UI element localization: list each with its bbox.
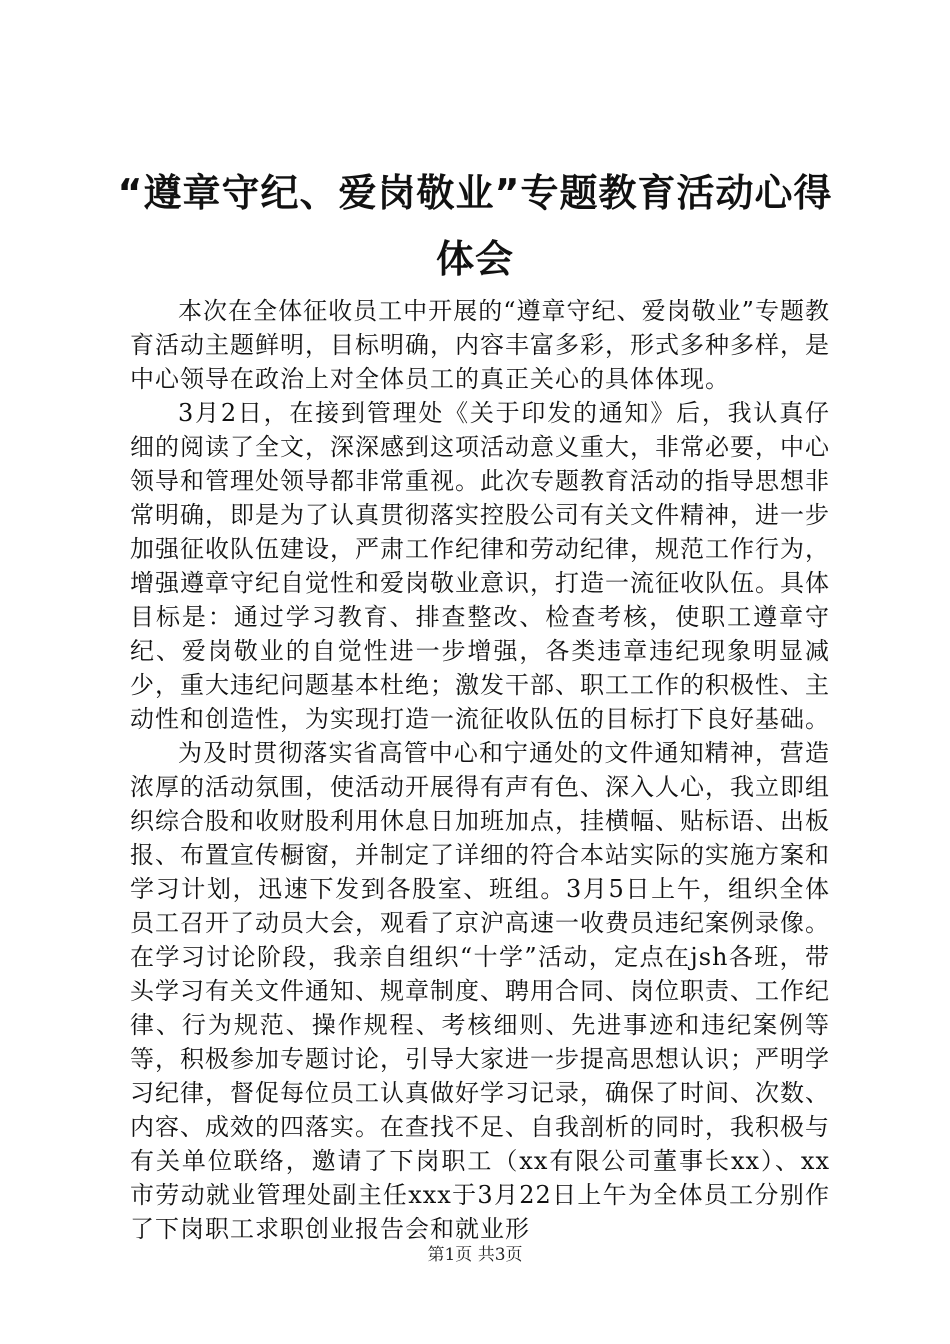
- page-footer: 第1页 共3页: [427, 1245, 523, 1265]
- paragraph: 为及时贯彻落实省高管中心和宁通处的文件通知精神，营造浓厚的活动氛围，使活动开展得有声有色、深入人心，我立即组织综合股和收财股利用休息日加班加点，挂横幅、贴标语、出板报、布置宣传橱窗，并制定了详细的符合本站实际的实施方案和学习计划，迅速下发到各股室、班组。3月5日上午，组织全体员工召开了动员大会，观看了京沪高速一收费员违纪案例录像。在学习讨论阶段，我亲自组织“十学”活动，定点在jsh各班，带头学习有关文件通知、规章制度、聘用合同、岗位职责、工作纪律、行为规范、操作规程、考核细则、先进事迹和违纪案例等等，积极参加专题讨论，引导大家进一步提高思想认识；严明学习纪律，督促每位员工认真做好学习记录，确保了时间、次数、内容、成效的四落实。在查找不足、自我剖析的同时，我积极与有关单位联络，邀请了下岗职工（xx有限公司董事长xx）、xx市劳动就业管理处副主任xxx于3月22日上午为全体员工分别作了下岗职工求职创业报告会和就业形: [130, 739, 830, 1243]
- document-title: “遵章守纪、爱岗敬业”专题教育活动心得体会: [117, 171, 833, 281]
- paragraph: 3月2日，在接到管理处《关于印发的通知》后，我认真仔细的阅读了全文，深深感到这项活动意义重大，非常必要，中心领导和管理处领导都非常重视。此次专题教育活动的指导思想非常明确，即是为了认真贯彻落实控股公司有关文件精神，进一步加强征收队伍建设，严肃工作纪律和劳动纪律，规范工作行为，增强遵章守纪自觉性和爱岗敬业意识，打造一流征收队伍。具体目标是：通过学习教育、排查整改、检查考核，使职工遵章守纪、爱岗敬业的自觉性进一步增强，各类违章违纪现象明显减少，重大违纪问题基本杜绝；激发干部、职工工作的积极性、主动性和创造性，为实现打造一流征收队伍的目标打下良好基础。: [130, 399, 830, 733]
- document-body: [130, 294, 830, 1246]
- paragraph: 本次在全体征收员工中开展的“遵章守纪、爱岗敬业”专题教育活动主题鲜明，目标明确，内容丰富多彩，形式多种多样，是中心领导在政治上对全体员工的真正关心的具体体现。: [130, 297, 830, 393]
